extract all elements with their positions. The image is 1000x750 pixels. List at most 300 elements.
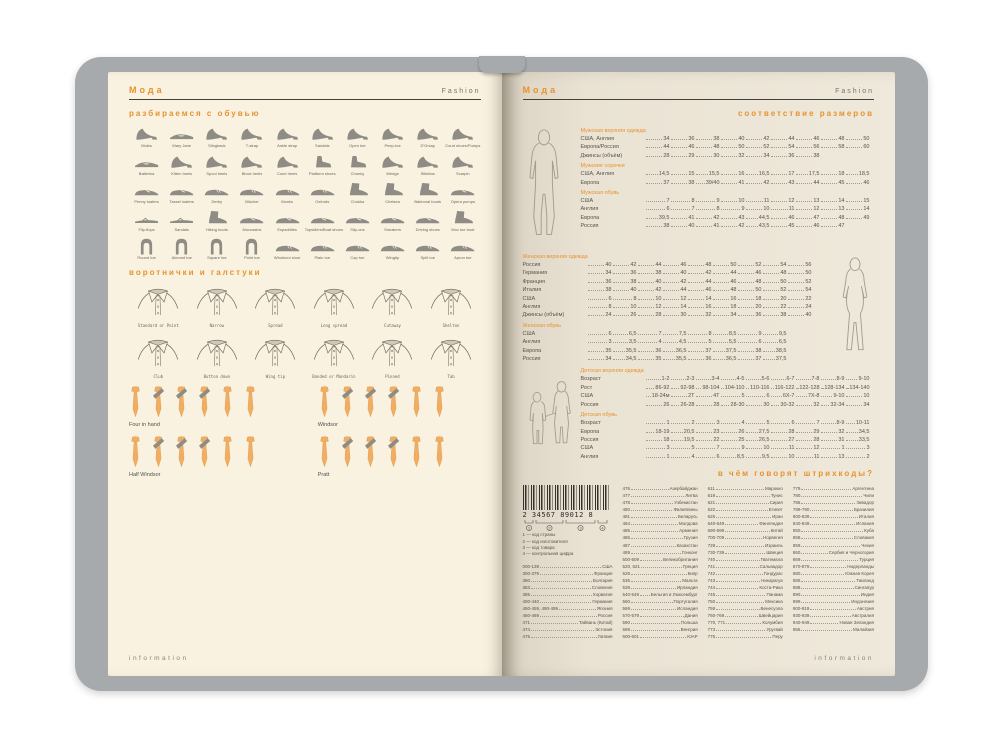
dotted-leader [796, 428, 813, 433]
barcode-code-row [623, 549, 698, 556]
size-value: 46 [730, 278, 737, 285]
dotted-leader [663, 311, 680, 316]
size-cell [645, 401, 670, 409]
dotted-leader [725, 613, 758, 617]
dotted-leader [696, 214, 713, 219]
size-cell [637, 303, 662, 311]
size-value: 36,5 [725, 356, 737, 363]
header-rule [129, 99, 481, 100]
size-row-label: Англия [522, 304, 541, 311]
dotted-leader [540, 571, 593, 575]
size-cell [720, 135, 745, 143]
size-row-label: США [580, 445, 594, 452]
size-cell [645, 143, 670, 151]
dotted-leader [763, 338, 778, 343]
dotted-leader [716, 514, 771, 518]
dotted-leader [771, 384, 774, 389]
dotted-leader [696, 384, 702, 389]
size-cell [795, 428, 820, 436]
dotted-leader [738, 338, 758, 343]
country-name: Тайвань (Китай) [578, 620, 613, 626]
dotted-leader [663, 295, 680, 300]
barcode-code-row [623, 619, 698, 626]
dotted-leader [631, 514, 677, 518]
size-cell [795, 135, 820, 143]
size-cell [770, 152, 795, 160]
page-title: Мода [129, 85, 165, 95]
size-cell [670, 375, 695, 383]
code-prefix: 489 [622, 549, 631, 555]
tie-step-icon [152, 436, 165, 469]
size-cell [745, 392, 770, 400]
dotted-leader [796, 179, 813, 184]
size-cell [745, 453, 770, 461]
svg-text:2: 2 [547, 525, 551, 531]
size-value: 44 [680, 287, 687, 294]
barcode-icon [523, 485, 609, 510]
size-value: 43 [738, 214, 745, 221]
size-row-label: Возраст [580, 420, 602, 427]
size-cell [687, 303, 712, 311]
size-cell [737, 295, 762, 303]
size-value: 54 [788, 144, 795, 151]
size-value: 28 [655, 312, 662, 319]
size-value: 24 [805, 304, 812, 311]
dotted-leader [721, 384, 724, 389]
barcode-code-row [793, 556, 874, 563]
dotted-leader [638, 286, 655, 291]
barcode-code-row [623, 485, 698, 492]
country-name: Аргентина [852, 486, 874, 492]
knot-label: Windsor [317, 422, 338, 428]
size-value: 1 [666, 420, 670, 427]
size-value: 33,5 [858, 436, 870, 443]
size-value: 8 [708, 330, 712, 337]
shoe-item [199, 181, 234, 204]
size-row [581, 453, 875, 461]
dotted-leader [738, 269, 755, 274]
dotted-leader [721, 444, 741, 449]
code-prefix: 539 [622, 584, 631, 590]
size-value: 17 [788, 171, 795, 178]
dotted-leader [771, 444, 788, 449]
dotted-leader [746, 401, 763, 406]
size-cell [662, 347, 687, 355]
dotted-leader [763, 278, 780, 283]
dotted-leader [846, 436, 858, 441]
dotted-leader [588, 338, 608, 343]
woman-silhouette [824, 251, 874, 363]
size-cell [670, 179, 695, 187]
size-cell [687, 261, 712, 269]
dotted-leader [746, 453, 761, 458]
size-value: 4Т [713, 393, 720, 400]
dotted-leader [846, 419, 855, 424]
barcode-bracket-icon [523, 519, 609, 532]
size-cell [770, 392, 795, 400]
size-cell [762, 303, 787, 311]
size-cell [820, 453, 845, 461]
dotted-leader [588, 278, 605, 283]
size-cell [662, 330, 687, 338]
loafer-shoe-icon [449, 181, 476, 199]
size-row [581, 419, 875, 427]
shoe-item [305, 125, 340, 148]
barcode-code-row [623, 492, 698, 499]
tie-step-icon [410, 436, 423, 469]
dotted-leader [613, 338, 628, 343]
size-value: 9,5 [778, 330, 787, 337]
size-cell [720, 436, 745, 444]
shoe-label: Ballerina [138, 171, 155, 176]
size-value: 37 [705, 347, 712, 354]
size-value: 18-19 [655, 428, 670, 435]
size-value: 14 [863, 206, 870, 213]
size-value: 32 [738, 152, 745, 159]
size-cell [845, 436, 870, 444]
dotted-leader [746, 197, 763, 202]
barcode-legend-line: 4 — контрольная цифра [522, 551, 574, 557]
left-page [108, 72, 502, 676]
toe-shoe-icon [168, 237, 195, 255]
children-silhouette-icon [523, 375, 579, 451]
dotted-leader [746, 419, 766, 424]
country-name: Финляндия [759, 521, 783, 527]
size-cell [845, 205, 870, 213]
dotted-leader [721, 143, 738, 148]
country-name: Таиланд [856, 577, 874, 583]
code-prefix: 742 [707, 570, 716, 576]
barcode-code-row [623, 612, 698, 619]
size-value: 11 [813, 453, 820, 460]
code-prefix: 599 [622, 627, 631, 633]
country-name: Норвегия [763, 535, 783, 541]
size-value: 8 [691, 198, 695, 205]
loafer-shoe-icon [238, 209, 265, 227]
code-prefix: 880 [792, 570, 801, 576]
left-page-header [129, 85, 481, 95]
size-value: 49 [863, 214, 870, 221]
dotted-leader [646, 392, 651, 397]
dotted-leader [663, 278, 680, 283]
dotted-leader [646, 205, 666, 210]
dotted-leader [721, 152, 738, 157]
size-value: 41 [738, 179, 745, 186]
size-row-label: Европа [580, 214, 600, 221]
size-row [581, 135, 875, 143]
tie-step-icon [410, 386, 423, 419]
size-value: 46 [705, 287, 712, 294]
dotted-leader [588, 347, 605, 352]
size-value: 50 [730, 262, 737, 268]
dotted-leader [716, 507, 768, 511]
barcode-code-row [708, 563, 783, 570]
dotted-leader [771, 436, 788, 441]
dotted-leader [646, 222, 663, 227]
size-cell [637, 330, 662, 338]
collar-item [363, 335, 422, 379]
size-cell [645, 436, 670, 444]
size-value: 7 [658, 330, 662, 337]
dotted-leader [725, 535, 762, 539]
dotted-leader [821, 197, 838, 202]
size-value: 44 [813, 179, 820, 186]
country-name: Иран [772, 514, 783, 520]
size-value: 44 [663, 144, 670, 151]
barcode-code-row [708, 549, 783, 556]
size-row [581, 436, 875, 444]
size-value: 18 [838, 171, 845, 178]
size-value: 42 [713, 214, 720, 221]
size-value: 36,5 [675, 347, 687, 354]
collar-label: Button down [203, 374, 231, 379]
barcode-code-row [623, 513, 698, 520]
barcode-legend-line: 2 — код изготовителя [522, 538, 568, 544]
size-row [581, 375, 875, 383]
size-cell [670, 214, 695, 222]
dotted-leader [671, 170, 688, 175]
code-prefix: 486 [622, 535, 631, 541]
code-prefix: 621 [707, 500, 716, 506]
dotted-leader [716, 486, 764, 490]
boot-shoe-icon [414, 181, 441, 199]
size-cell [712, 330, 737, 338]
derby-shoe-icon [238, 181, 265, 199]
svg-text:1: 1 [527, 525, 530, 531]
size-cell [720, 222, 745, 230]
barcode-code-row [708, 492, 783, 499]
size-table-subhead: Детская обувь [580, 412, 618, 419]
size-value: 19,5 [683, 436, 695, 443]
dotted-leader [696, 197, 716, 202]
size-value: 46 [688, 144, 695, 151]
collar-item [422, 335, 481, 379]
country-name: Индия [860, 591, 874, 597]
shoe-label: Tassel loafers [169, 199, 194, 204]
size-value: 40 [680, 270, 687, 277]
shoe-label: Mary Jane [172, 143, 192, 148]
size-cell [720, 453, 745, 461]
size-value: 28 [788, 428, 795, 435]
dotted-leader [713, 295, 730, 300]
dotted-leader [846, 453, 866, 458]
size-cell [770, 143, 795, 151]
country-name: Филиппины [673, 507, 698, 513]
barcode-code-row [793, 492, 874, 499]
dotted-leader [588, 355, 605, 360]
country-name: Испания [856, 521, 874, 527]
size-value: 44 [655, 262, 662, 268]
size-value: 36 [630, 270, 637, 277]
dotted-leader [640, 613, 684, 617]
size-value: 4 [658, 339, 662, 346]
size-cell [712, 338, 737, 346]
size-value: 6 [758, 339, 762, 346]
country-name: Сингапур [854, 584, 874, 590]
size-value: 42 [763, 179, 770, 186]
dotted-leader [796, 170, 808, 175]
shoe-item [270, 125, 305, 148]
size-cell [687, 269, 712, 277]
collar-label: Club [153, 374, 164, 379]
derby-shoe-icon [449, 237, 476, 255]
collar-icon [369, 335, 415, 367]
shoe-item [270, 153, 305, 176]
code-prefix: 750 [707, 598, 716, 604]
collar-icon [252, 335, 298, 367]
size-value: 5 [708, 339, 712, 346]
size-cell [745, 401, 770, 409]
size-cell [720, 143, 745, 151]
size-value: 20,5 [683, 428, 695, 435]
size-row [523, 355, 825, 363]
dotted-leader [788, 278, 805, 283]
shoe-item [375, 125, 410, 148]
code-prefix: 888 [792, 584, 801, 590]
shoe-item [129, 209, 164, 232]
size-row-label: Россия [522, 356, 541, 363]
dotted-leader [746, 222, 758, 227]
shoe-label: Point toe [244, 255, 260, 260]
dotted-leader [725, 521, 758, 525]
dotted-leader [771, 401, 780, 406]
dotted-leader [713, 338, 728, 343]
tie-step-icon [387, 436, 400, 469]
derby-shoe-icon [309, 237, 336, 255]
derby-shoe-icon [309, 181, 336, 199]
pump-shoe-icon [238, 125, 265, 143]
collar-icon [311, 335, 357, 367]
platform-shoe-icon [309, 153, 336, 171]
dotted-leader [771, 428, 788, 433]
country-name: Бельгия и Люксембург [650, 591, 698, 597]
barcode-code-row [793, 527, 874, 534]
size-value: 34 [863, 401, 870, 408]
size-cell [845, 135, 870, 143]
tie-step-icon [341, 386, 354, 419]
shoe-label: D'Orsay [420, 143, 435, 148]
size-cell [762, 347, 787, 355]
dotted-leader [671, 419, 691, 424]
size-value: 34 [663, 136, 670, 142]
man-silhouette-icon [523, 129, 565, 241]
size-value: 8,5 [736, 453, 745, 460]
size-cell [695, 135, 720, 143]
dotted-leader [671, 384, 680, 389]
dotted-leader [796, 197, 813, 202]
size-value: 26,5 [758, 436, 770, 443]
dotted-leader [646, 214, 658, 219]
dotted-leader [646, 444, 666, 449]
barcode-code-row [623, 527, 698, 534]
dotted-leader [796, 401, 813, 406]
size-cell [745, 384, 770, 392]
notebook-spread [108, 72, 895, 676]
country-name: Казахстан [676, 542, 698, 548]
dotted-leader [688, 347, 705, 352]
size-row-label: Италия [522, 287, 542, 294]
country-name: Египет [768, 507, 783, 513]
size-cell [587, 278, 612, 286]
collar-label: Narrow [209, 323, 225, 328]
dotted-leader [763, 330, 778, 335]
code-prefix: 520, 521 [622, 563, 641, 569]
size-cell [720, 205, 745, 213]
shoe-item [340, 181, 375, 204]
size-table-subhead: Женская обувь [522, 322, 562, 329]
shoe-label: Monks [281, 199, 294, 204]
dotted-leader [716, 627, 765, 631]
shoe-item [375, 237, 410, 260]
size-value: 25 [738, 436, 745, 443]
shoe-item [410, 181, 445, 204]
women-size-tables [523, 251, 825, 363]
loafer-shoe-icon [168, 181, 195, 199]
size-value: 14,5 [658, 171, 670, 178]
tie-step-icon [129, 386, 142, 419]
shoe-label: Slip-ons [350, 227, 365, 232]
code-prefix: 775 [707, 634, 716, 640]
shoe-label: Espadrilles [277, 227, 297, 232]
dotted-leader [821, 384, 824, 389]
country-name: Гватемала [760, 556, 783, 562]
woman-silhouette-icon [836, 257, 874, 357]
size-value: 14 [680, 304, 687, 311]
shoe-label: Kitten heels [171, 171, 193, 176]
barcode-code-row [523, 570, 613, 577]
collar-icon [252, 284, 298, 316]
size-row-label: США [522, 330, 536, 337]
size-cell [745, 143, 770, 151]
tie-steps [318, 436, 481, 469]
country-name: Куба [864, 528, 874, 534]
size-value: 42 [630, 262, 637, 268]
barcode-code-row [708, 570, 783, 577]
size-value: 34,5 [858, 428, 870, 435]
dotted-leader [746, 444, 763, 449]
size-value: 43 [788, 179, 795, 186]
country-name: Уругвай [766, 627, 783, 633]
collar-icon [428, 335, 474, 367]
dotted-leader [688, 286, 705, 291]
dotted-leader [631, 585, 676, 589]
barcode-code-row [708, 520, 783, 527]
size-value: 116-122 [774, 384, 795, 391]
dotted-leader [588, 295, 608, 300]
dotted-leader [801, 592, 859, 596]
right-page-header [523, 85, 875, 95]
shoe-label: Ankle strap [277, 143, 298, 148]
code-prefix: 700-709 [707, 535, 725, 541]
tie-step-icon [244, 386, 257, 419]
dotted-leader [821, 453, 838, 458]
shoe-label: Hiking boots [205, 227, 228, 232]
size-cell [770, 428, 795, 436]
dotted-leader [746, 214, 758, 219]
size-cell [762, 311, 787, 319]
country-name: Грузия [683, 535, 698, 541]
code-prefix: 786 [792, 500, 801, 506]
dotted-leader [713, 311, 730, 316]
dotted-leader [531, 620, 578, 624]
women-sizes-block [523, 251, 875, 363]
size-cell [645, 453, 670, 461]
size-row-label: Джинсы (объём) [580, 152, 623, 159]
dotted-leader [738, 311, 755, 316]
shoe-label: T-strap [245, 143, 259, 148]
size-cell [737, 269, 762, 277]
size-cell [612, 278, 637, 286]
